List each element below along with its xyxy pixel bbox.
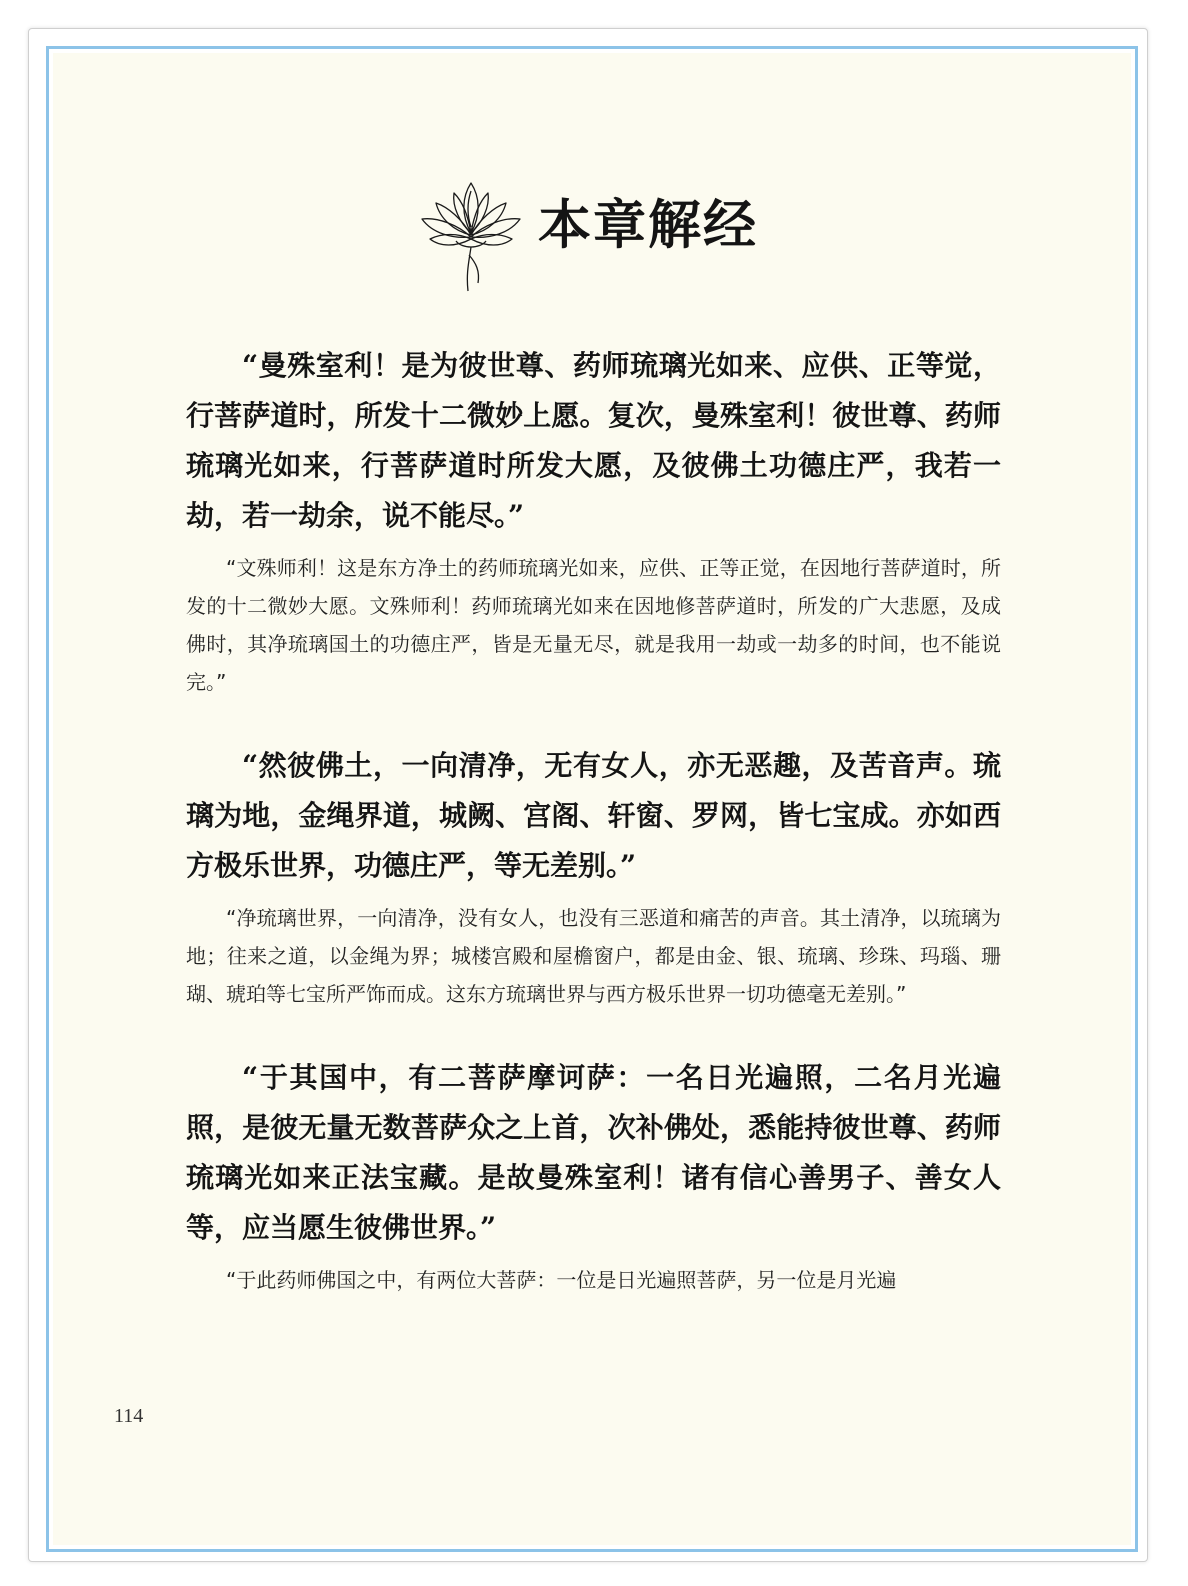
translation-1: “文殊师利！这是东方净土的药师琉璃光如来，应供、正等正觉，在因地行菩萨道时，所发的十二微妙大愿。文殊师利！药师琉璃光如来在因地修菩萨道时，所发的广大悲愿，及成佛时，其净琉璃国土的功德庄严，皆是无量无尽，就是我用一劫或一劫多的时间，也不能说完。” <box>186 556 1001 694</box>
lotus-icon <box>416 175 526 295</box>
chapter-body <box>186 341 1001 1299</box>
chapter-title: 本章解经 <box>538 194 758 256</box>
sutra-passage-1: “曼殊室利！是为彼世尊、药师琉璃光如来、应供、正等觉，行菩萨道时，所发十二微妙上愿。复次，曼殊室利！彼世尊、药师琉璃光如来，行菩萨道时所发大愿，及彼佛土功德庄严，我若一劫，若一劫余，说不能尽。” <box>186 349 1001 532</box>
section-gap <box>186 1013 1001 1053</box>
sutra-passage-2: “然彼佛土，一向清净，无有女人，亦无恶趣，及苦音声。琉璃为地，金绳界道，城阙、宫阁、轩窗、罗网，皆七宝成。亦如西方极乐世界，功德庄严，等无差别。” <box>186 749 1001 882</box>
book-page <box>53 53 1131 1545</box>
page-number: 114 <box>114 1405 144 1427</box>
translation-3: “于此药师佛国之中，有两位大菩萨：一位是日光遍照菩萨，另一位是月光遍 <box>226 1268 897 1292</box>
chapter-heading <box>416 175 758 295</box>
translation-2: “净琉璃世界，一向清净，没有女人，也没有三恶道和痛苦的声音。其土清净，以琉璃为地；往来之道，以金绳为界；城楼宫殿和屋檐窗户，都是由金、银、琉璃、珍珠、玛瑙、珊瑚、琥珀等七宝所严饰而成。这东方琉璃世界与西方极乐世界一切功德毫无差别。” <box>186 906 1001 1006</box>
sutra-passage-3: “于其国中，有二菩萨摩诃萨：一名日光遍照，二名月光遍照，是彼无量无数菩萨众之上首，次补佛处，悉能持彼世尊、药师琉璃光如来正法宝藏。是故曼殊室利！诸有信心善男子、善女人等，应当愿生彼佛世界。” <box>186 1061 1001 1244</box>
section-gap <box>186 701 1001 741</box>
